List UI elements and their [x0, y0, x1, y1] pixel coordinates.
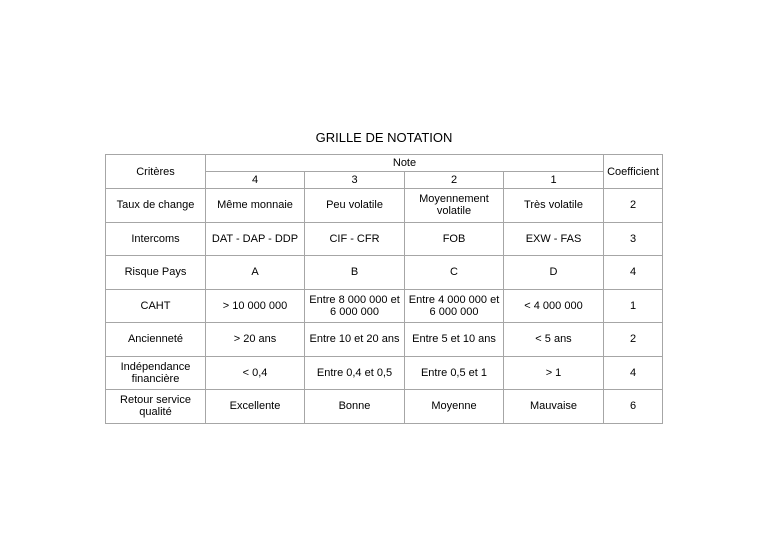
value-cell: C [405, 256, 504, 290]
value-cell: Moyennement volatile [405, 189, 504, 223]
table-row [106, 189, 663, 223]
coefficient-cell: 4 [604, 356, 663, 390]
value-cell: Entre 0,5 et 1 [405, 356, 504, 390]
note-header: Note [206, 155, 604, 172]
value-cell: Même monnaie [206, 189, 305, 223]
note-level: 4 [206, 172, 305, 189]
table-row [106, 390, 663, 424]
value-cell: > 10 000 000 [206, 289, 305, 323]
value-cell: A [206, 256, 305, 290]
value-cell: < 4 000 000 [504, 289, 604, 323]
header-row [106, 155, 663, 172]
value-cell: < 0,4 [206, 356, 305, 390]
value-cell: < 5 ans [504, 323, 604, 357]
value-cell: > 1 [504, 356, 604, 390]
value-cell: Bonne [305, 390, 405, 424]
criterion-cell: Ancienneté [106, 323, 206, 357]
value-cell: CIF - CFR [305, 222, 405, 256]
value-cell: Excellente [206, 390, 305, 424]
value-cell: B [305, 256, 405, 290]
coefficient-cell: 4 [604, 256, 663, 290]
value-cell: FOB [405, 222, 504, 256]
note-level: 1 [504, 172, 604, 189]
criterion-cell: Retour service qualité [106, 390, 206, 424]
value-cell: Mauvaise [504, 390, 604, 424]
page-title: GRILLE DE NOTATION [315, 130, 453, 145]
value-cell: EXW - FAS [504, 222, 604, 256]
rating-grid-table [105, 154, 663, 424]
value-cell: Moyenne [405, 390, 504, 424]
table-row [106, 222, 663, 256]
table-row [106, 323, 663, 357]
value-cell: Entre 4 000 000 et 6 000 000 [405, 289, 504, 323]
coefficient-cell: 6 [604, 390, 663, 424]
coefficient-cell: 1 [604, 289, 663, 323]
coefficient-cell: 3 [604, 222, 663, 256]
criterion-cell: Risque Pays [106, 256, 206, 290]
table-row [106, 356, 663, 390]
criteria-header: Critères [106, 155, 206, 189]
value-cell: Entre 5 et 10 ans [405, 323, 504, 357]
note-level: 2 [405, 172, 504, 189]
coefficient-cell: 2 [604, 189, 663, 223]
coefficient-cell: 2 [604, 323, 663, 357]
value-cell: DAT - DAP - DDP [206, 222, 305, 256]
table-row [106, 256, 663, 290]
value-cell: Peu volatile [305, 189, 405, 223]
table-row [106, 289, 663, 323]
value-cell: > 20 ans [206, 323, 305, 357]
value-cell: D [504, 256, 604, 290]
criterion-cell: CAHT [106, 289, 206, 323]
criterion-cell: Taux de change [106, 189, 206, 223]
coefficient-header: Coefficient [604, 155, 663, 189]
criterion-cell: Indépendance financière [106, 356, 206, 390]
value-cell: Entre 8 000 000 et 6 000 000 [305, 289, 405, 323]
value-cell: Très volatile [504, 189, 604, 223]
note-level: 3 [305, 172, 405, 189]
criterion-cell: Intercoms [106, 222, 206, 256]
value-cell: Entre 10 et 20 ans [305, 323, 405, 357]
value-cell: Entre 0,4 et 0,5 [305, 356, 405, 390]
